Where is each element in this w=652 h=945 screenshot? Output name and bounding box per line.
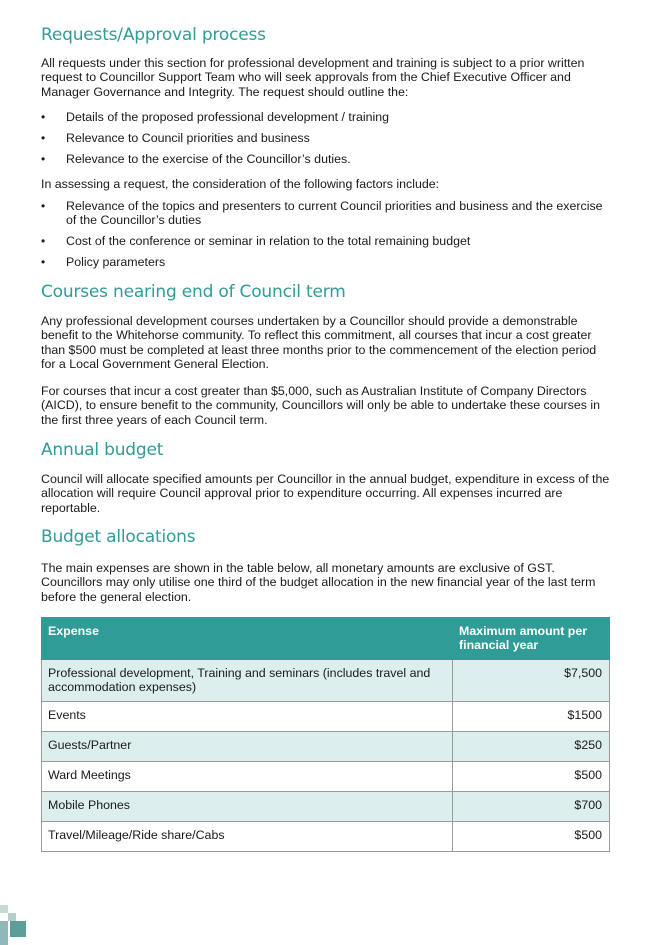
courses-paragraph-1: Any professional development courses undertaken by a Councillor should provide a demonstrable benefit to the Whitehorse community. To reflect this commitment, all courses that incur a cost greater than $500 must be completed at least three months prior to the commencement of the election period for a Local Government General Election. [41, 314, 597, 372]
budget-allocations-paragraph: The main expenses are shown in the table below, all monetary amounts are exclusive of GST. Councillors may only utilise one third of the budget allocation in the new financial year of the last term before the general election. [41, 561, 596, 604]
table-row [42, 761, 610, 791]
list-item: • Relevance to the exercise of the Councillor’s duties. [41, 152, 389, 166]
requests-intro: All requests under this section for professional development and training is subject to a prior written request to Councillor Support Team who will seek approvals from the Chief Executive Officer and Manager Governance and Integrity. The request should outline the: [41, 56, 585, 99]
amount-cell: $500 [453, 761, 610, 791]
footer-decoration-square [0, 905, 8, 913]
header-expense: Expense [42, 618, 453, 660]
expense-cell: Guests/Partner [42, 731, 453, 761]
expense-cell: Mobile Phones [42, 791, 453, 821]
section-heading-requests: Requests/Approval process [41, 25, 266, 45]
section-heading-annual-budget: Annual budget [41, 440, 164, 460]
table-row [42, 660, 610, 702]
amount-cell: $7,500 [453, 660, 610, 702]
list-item: • Relevance of the topics and presenters to current Council priorities and business and the exercise of the Councillor’s duties [41, 199, 611, 228]
expense-cell: Professional development, Training and seminars (includes travel and accommodation expenses) [42, 660, 453, 702]
expense-cell: Travel/Mileage/Ride share/Cabs [42, 821, 453, 851]
footer-decoration-square [8, 913, 16, 921]
table-row [42, 821, 610, 851]
section-heading-courses: Courses nearing end of Council term [41, 282, 346, 302]
expense-cell: Ward Meetings [42, 761, 453, 791]
list-item: • Cost of the conference or seminar in relation to the total remaining budget [41, 234, 611, 248]
header-maximum-amount: Maximum amount per financial year [453, 618, 610, 660]
courses-paragraph-2: For courses that incur a cost greater than $5,000, such as Australian Institute of Company Directors (AICD), to ensure benefit to the community, Councillors will only be able to undertake these courses in the first three years of each Council term. [41, 384, 600, 427]
expense-cell: Events [42, 701, 453, 731]
amount-cell: $250 [453, 731, 610, 761]
list-item: • Policy parameters [41, 255, 611, 269]
amount-cell: $1500 [453, 701, 610, 731]
footer-decoration-square [0, 921, 8, 945]
assess-intro: In assessing a request, the consideration of the following factors include: [41, 177, 440, 191]
table-row [42, 731, 610, 761]
footer-decoration-square [10, 921, 26, 937]
table-header-row [42, 618, 610, 660]
annual-budget-paragraph: Council will allocate specified amounts per Councillor in the annual budget, expenditure in excess of the allocation will require Council approval prior to expenditure occurring. All expenses incurred are reportable. [41, 472, 610, 515]
table-row [42, 701, 610, 731]
amount-cell: $500 [453, 821, 610, 851]
list-item: • Relevance to Council priorities and business [41, 131, 389, 145]
section-heading-budget-allocations: Budget allocations [41, 527, 196, 547]
assess-bullet-list [41, 199, 611, 276]
list-item: • Details of the proposed professional development / training [41, 110, 389, 124]
amount-cell: $700 [453, 791, 610, 821]
requests-bullet-list [41, 110, 389, 172]
table-row [42, 791, 610, 821]
budget-table [41, 617, 610, 852]
